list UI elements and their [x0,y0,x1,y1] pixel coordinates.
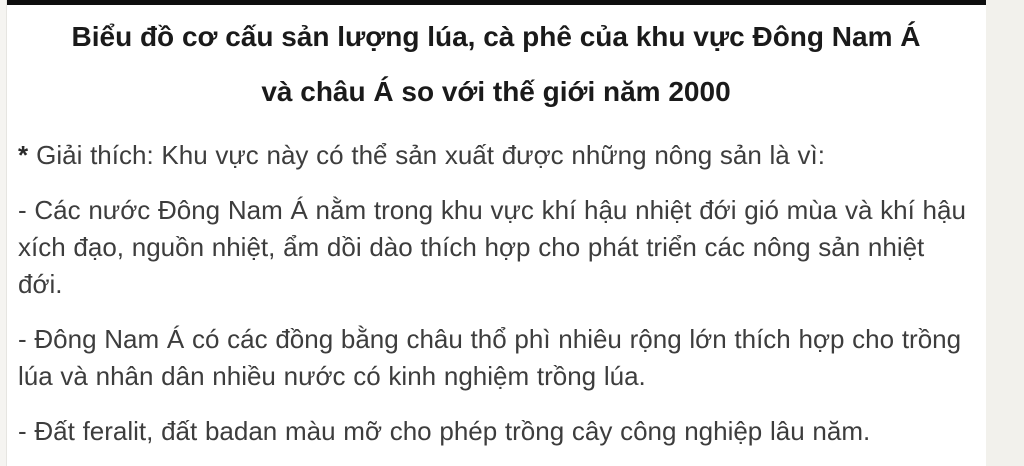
explanation-text: Giải thích: Khu vực này có thể sản xuất được những nông sản là vì: [36,140,825,170]
reason-item-soil: - Đất feralit, đất badan màu mỡ cho phép trồng cây công nghiệp lâu năm. [18,416,871,446]
explanation-paragraph [18,137,974,174]
page-title-line-1: Biểu đồ cơ cấu sản lượng lúa, cà phê của khu vực Đông Nam Á [71,21,921,52]
reason-item-climate: - Các nước Đông Nam Á nằm trong khu vực khí hậu nhiệt đới gió mùa và khí hậu xích đạo, nguồn nhiệt, ẩm dồi dào thích hợp cho phát triển các nông sản nhiệt đới. [18,195,966,299]
page-title-line-2: và châu Á so với thế giới năm 2000 [261,76,731,107]
reason-item-deltas: - Đông Nam Á có các đồng bằng châu thổ phì nhiêu rộng lớn thích hợp cho trồng lúa và nhân dân nhiều nước có kinh nghiệm trồng lúa. [18,324,962,391]
left-gutter [0,0,7,466]
right-gutter [986,0,1024,466]
asterisk-marker: * [18,140,29,170]
answer-content [18,0,974,450]
page-title [18,22,974,107]
